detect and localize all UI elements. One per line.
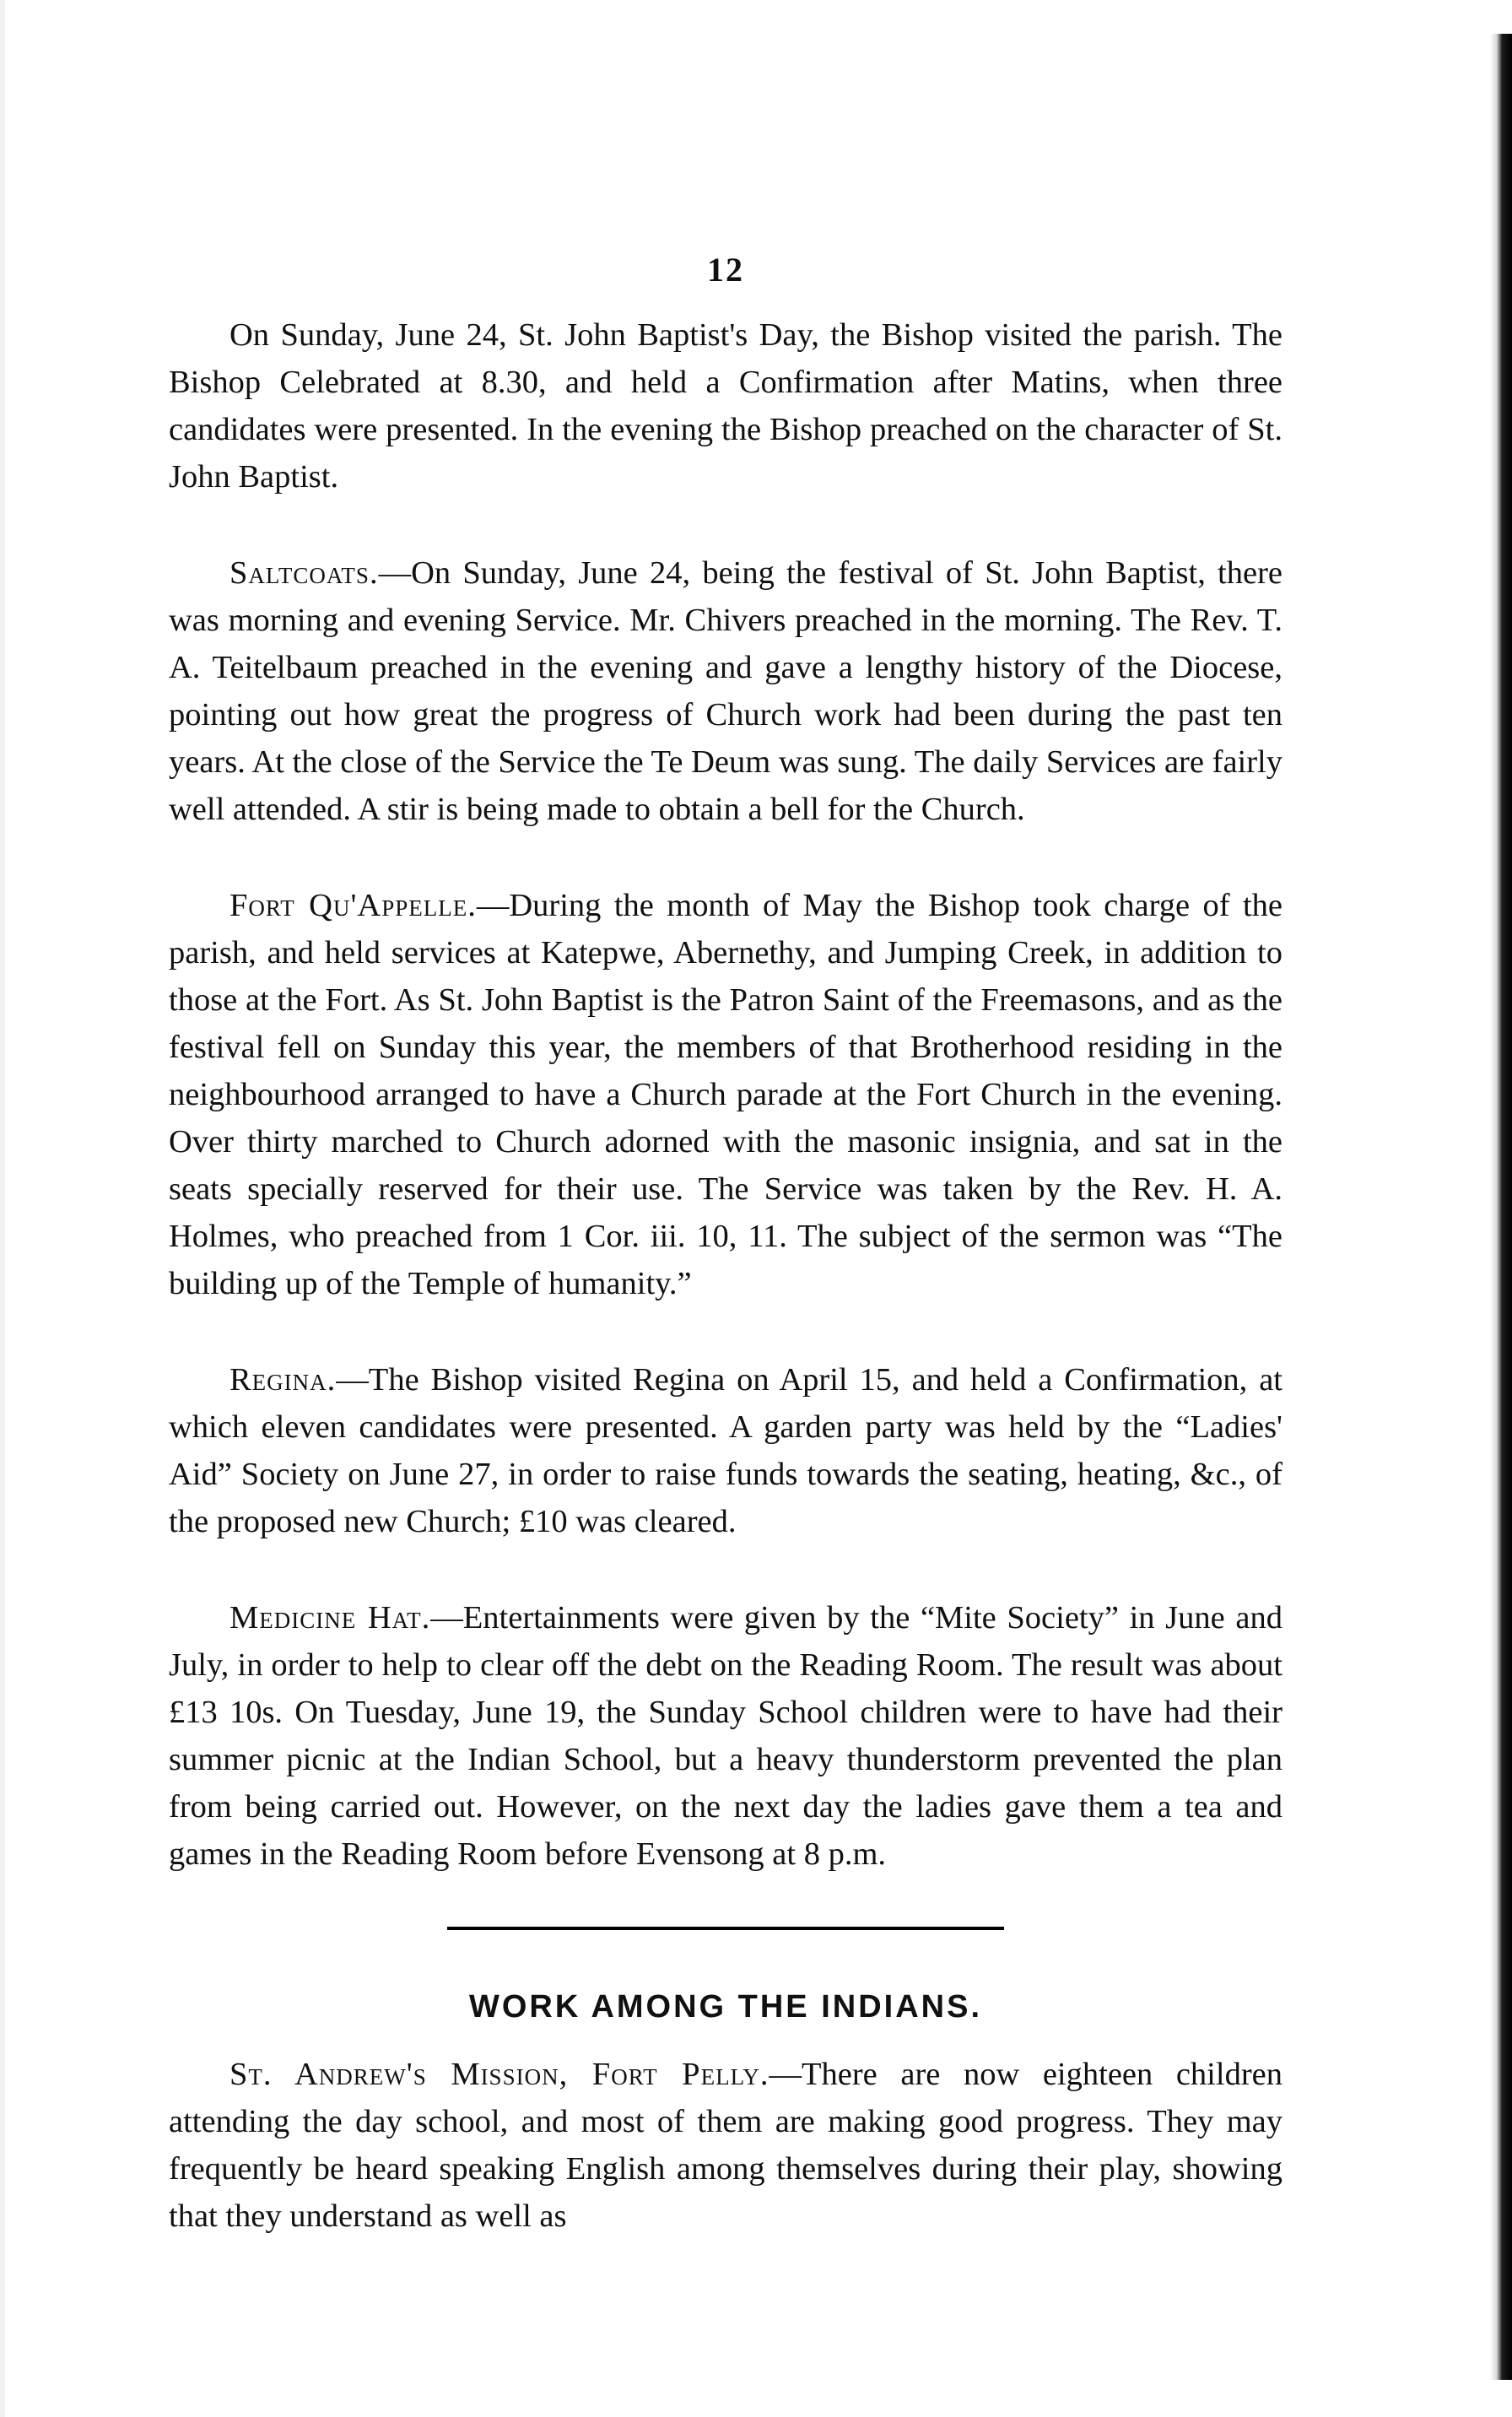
place-heading: St. Andrew's Mission, Fort Pelly.	[230, 2057, 770, 2092]
paragraph-saltcoats	[169, 549, 1282, 833]
place-heading: Regina.	[230, 1362, 337, 1398]
page-right-edge-shadow	[1490, 34, 1512, 2380]
paragraph-text: —There are now eighteen children attending the day school, and most of them are making good progress. They may frequently be heard speaking English among themselves during their play, showing that they understand as well as	[169, 2057, 1282, 2234]
paragraph-text: —The Bishop visited Regina on April 15, and held a Confirmation, at which eleven candidates were presented. A garden party was held by the “Ladies' Aid” Society on June 27, in order to raise funds towards the seating, heating, &c., of the proposed new Church; £10 was cleared.	[169, 1362, 1282, 1539]
paragraph-regina	[169, 1356, 1282, 1545]
paragraph-medicine-hat	[169, 1594, 1282, 1878]
place-heading: Saltcoats.	[230, 555, 379, 591]
paragraph-text: —On Sunday, June 24, being the festival of St. John Baptist, there was morning and evening Service. Mr. Chivers preached in the morning. The Rev. T. A. Teitelbaum preached in the evening and gave a lengthy history of the Diocese, pointing out how great the progress of Church work had been during the past ten years. At the close of the Service the Te Deum was sung. The daily Services are fairly well attended. A stir is being made to obtain a bell for the Church.	[169, 555, 1282, 827]
paragraph-text: —During the month of May the Bishop took charge of the parish, and held services at Katepwe, Abernethy, and Jumping Creek, in addition to those at the Fort. As St. John Baptist is the Patron Saint of the Freemasons, and as the festival fell on Sunday this year, the members of that Brotherhood residing in the neighbourhood arranged to have a Church parade at the Fort Church in the evening. Over thirty marched to Church adorned with the masonic insignia, and sat in the seats specially reserved for their use. The Service was taken by the Rev. H. A. Holmes, who preached from 1 Cor. iii. 10, 11. The subject of the sermon was “The building up of the Temple of humanity.”	[169, 888, 1282, 1301]
paragraph-fort-quappelle	[169, 882, 1282, 1307]
section-divider	[447, 1927, 1004, 1930]
page-left-edge	[0, 0, 5, 2417]
paragraph-text: —Entertainments were given by the “Mite Society” in June and July, in order to help to clear off the debt on the Reading Room. The result was about £13 10s. On Tuesday, June 19, the Sunday School children were to have had their summer picnic at the Indian School, but a heavy thunderstorm prevented the plan from being carried out. However, on the next day the ladies gave them a tea and games in the Reading Room before Evensong at 8 p.m.	[169, 1600, 1282, 1872]
page-number: 12	[707, 251, 744, 289]
page-content	[169, 250, 1282, 2240]
paragraph-st-andrews-mission	[169, 2051, 1282, 2240]
paragraph-text: On Sunday, June 24, St. John Baptist's Day, the Bishop visited the parish. The Bishop Celebrated at 8.30, and held a Confirmation after Matins, when three candidates were presented. In the evening the Bishop preached on the character of St. John Baptist.	[169, 317, 1282, 495]
place-heading: Medicine Hat.	[230, 1600, 431, 1636]
paragraph-bishop-visit	[169, 311, 1282, 500]
place-heading: Fort Qu'Appelle.	[230, 888, 477, 923]
section-heading: WORK AMONG THE INDIANS.	[468, 1989, 982, 2025]
